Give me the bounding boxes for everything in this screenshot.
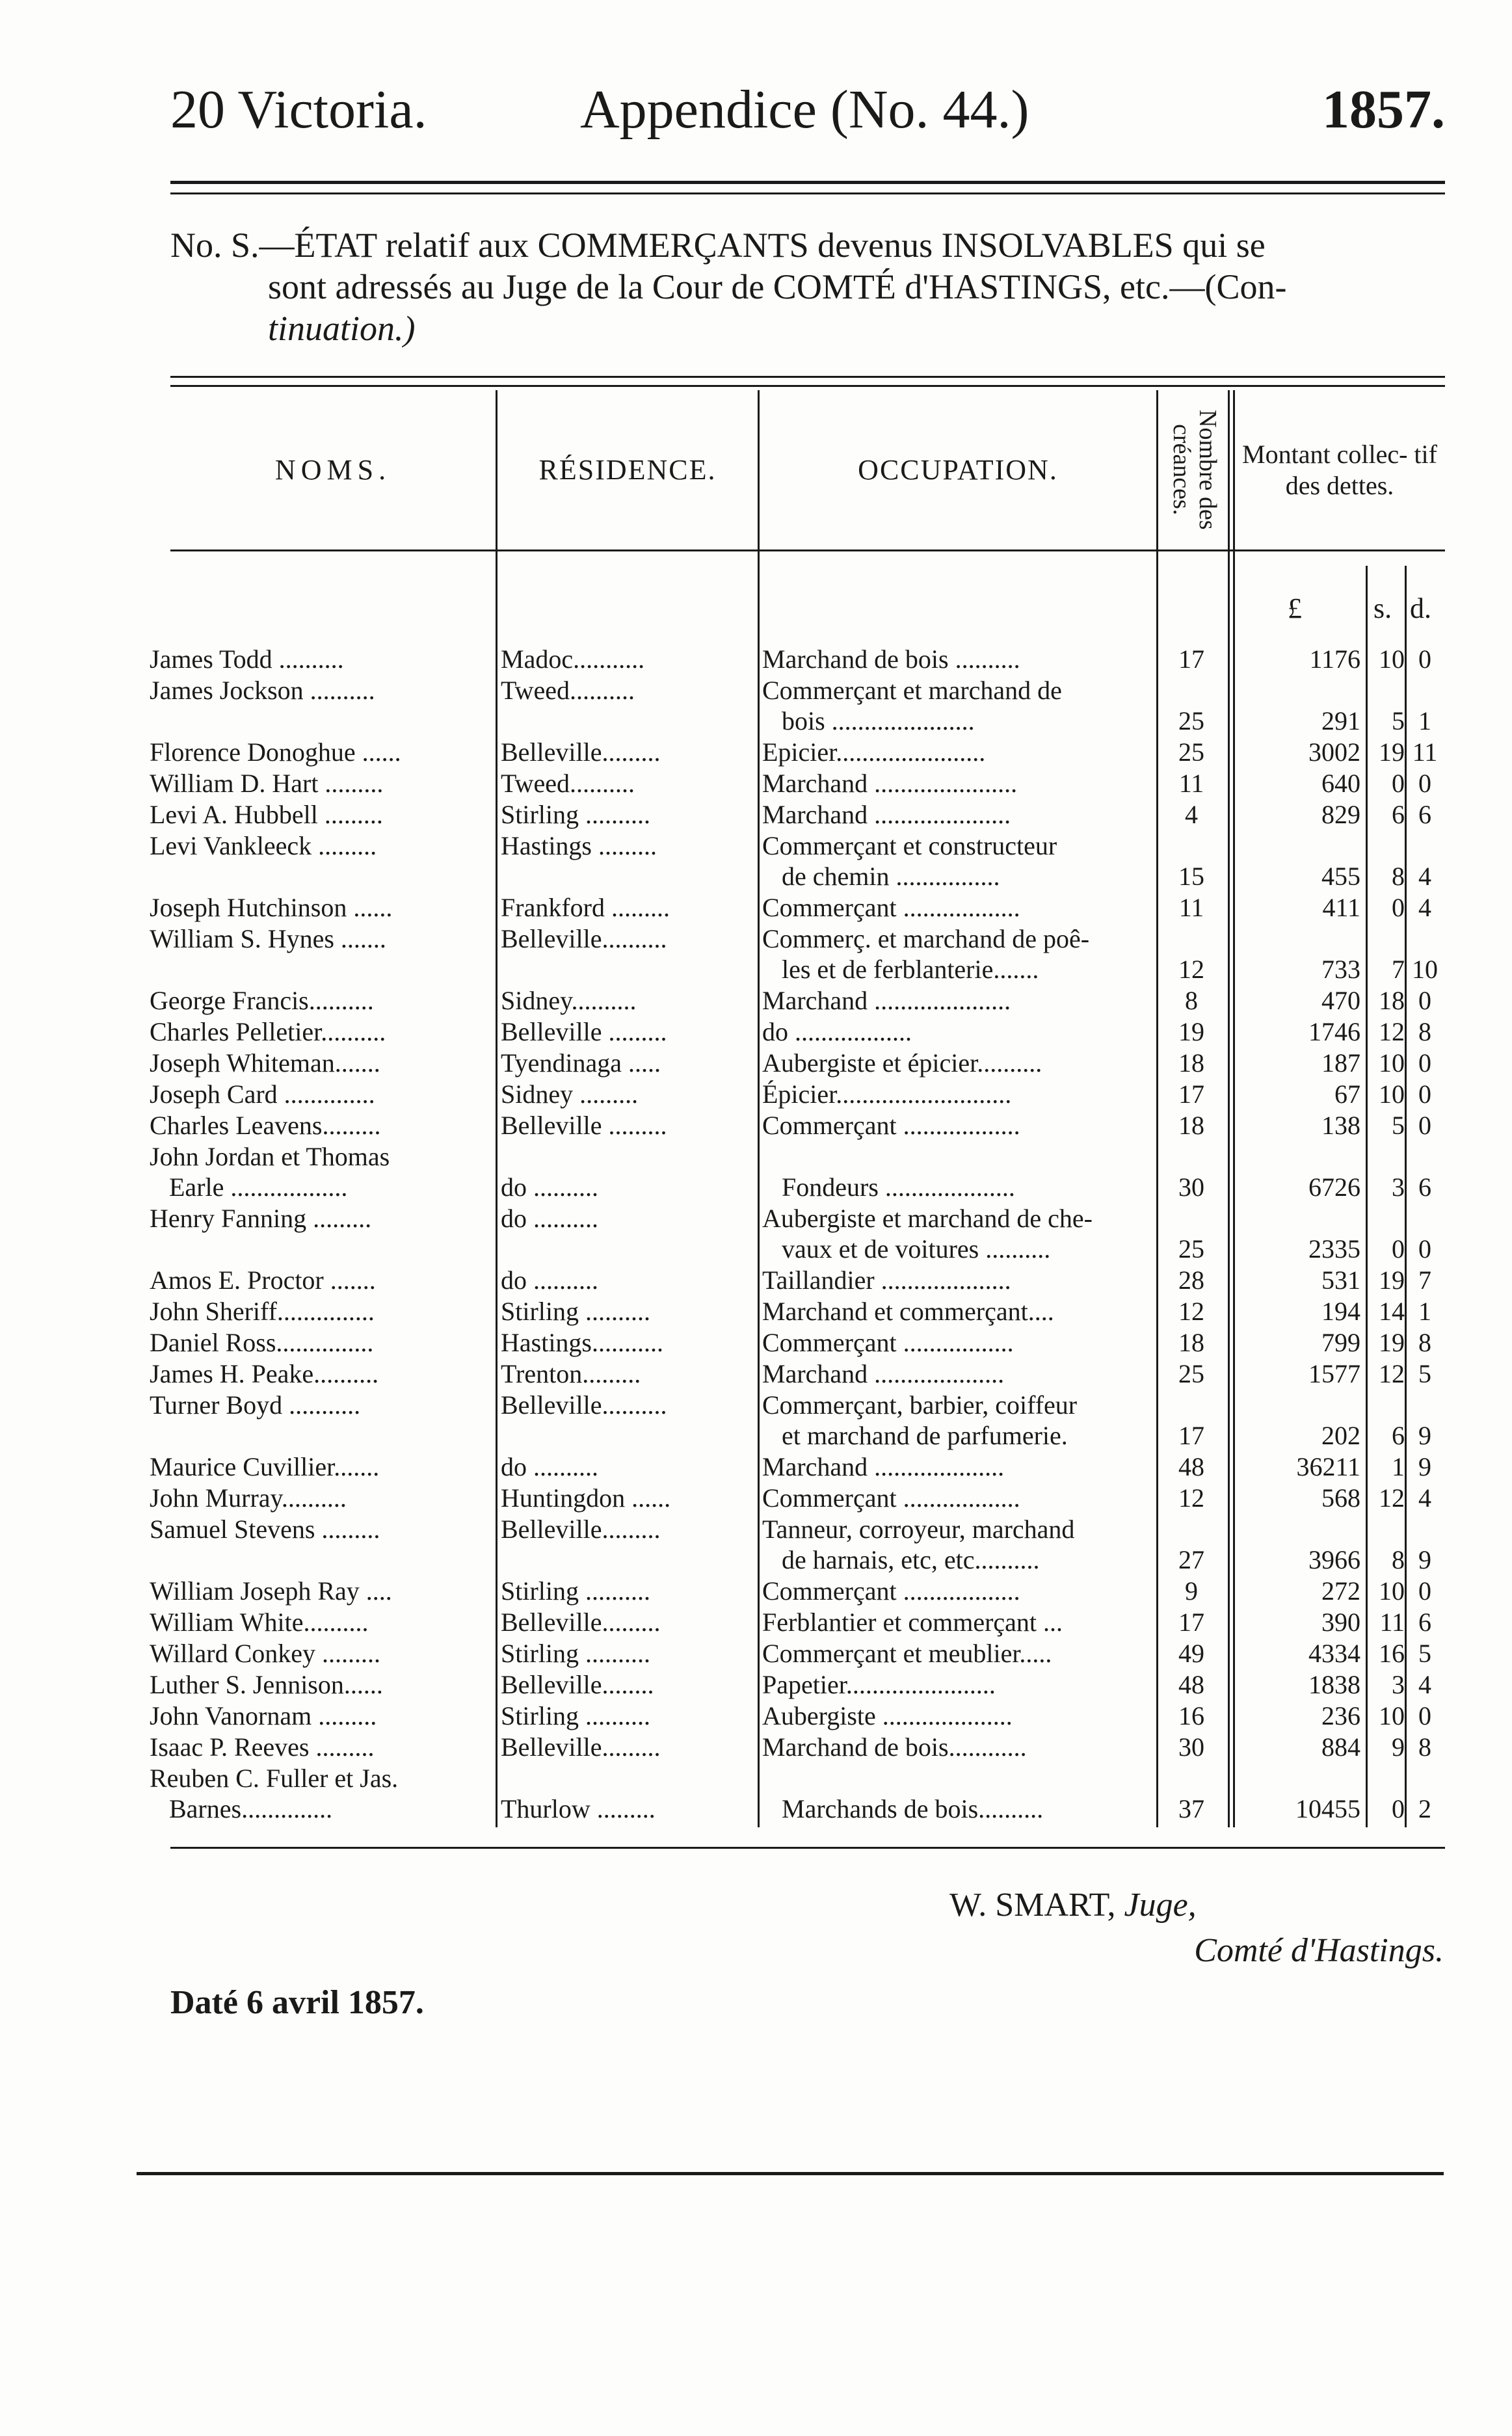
row-name: Henry Fanning ......... [150,1204,372,1233]
table-row [0,1576,1512,1606]
row-pence: 6 [1418,1172,1431,1202]
row-creances: 18 [1178,1328,1204,1357]
table-row [0,1265,1512,1295]
row-name: Florence Donoghue ...... [150,737,401,767]
row-creances: 18 [1178,1111,1204,1140]
row-name: John Sheriff............... [150,1297,375,1326]
row-creances: 49 [1178,1639,1204,1668]
row-pence: 9 [1418,1421,1431,1450]
table-row [0,985,1512,1016]
unit-pence: d. [1410,592,1431,624]
row-occupation: Aubergiste et marchand de che- [762,1204,1093,1233]
column-header-creances [1159,390,1230,549]
row-occupation: do .................. [762,1017,912,1046]
row-residence: Belleville......... [501,737,661,767]
row-pence: 6 [1418,1608,1431,1637]
column-header-montant: Montant collec- tif des dettes. [1242,439,1437,500]
table-row [0,1451,1512,1482]
row-pounds: 272 [1321,1576,1360,1606]
table-row [0,1390,1512,1451]
row-occupation: Commerçant .................. [762,1576,1020,1606]
row-residence: Stirling .......... [501,1701,651,1730]
row-creances: 11 [1178,769,1204,798]
document-date: Daté 6 avril 1857. [170,1984,424,2021]
row-pounds: 202 [1321,1421,1360,1450]
row-creances: 12 [1178,955,1204,984]
table-row [0,1141,1512,1202]
row-residence: Belleville ......... [501,1017,667,1046]
signature-name: W. SMART, [949,1887,1116,1924]
row-pence: 0 [1418,1048,1431,1078]
row-residence: Tyendinaga ..... [501,1048,661,1078]
row-pence: 8 [1418,1732,1431,1762]
row-shillings: 0 [1392,893,1405,922]
row-occupation: Taillandier .................... [762,1265,1011,1295]
row-name: George Francis.......... [150,986,374,1015]
row-shillings: 10 [1379,644,1405,674]
caption-line-1: No. S.—ÉTAT relatif aux COMMERÇANTS devenus INSOLVABLES qui se [170,226,1266,265]
row-shillings: 9 [1392,1732,1405,1762]
row-residence: Belleville......... [501,1732,661,1762]
row-occupation: Commerçant .................. [762,1111,1020,1140]
row-pounds: 67 [1334,1079,1360,1109]
row-pounds: 291 [1321,706,1360,735]
row-pounds: 1838 [1308,1670,1360,1699]
row-creances: 28 [1178,1265,1204,1295]
table-header-rule [170,549,1445,551]
table-row [0,1669,1512,1700]
row-pence: 6 [1418,800,1431,829]
row-residence: Belleville ......... [501,1111,667,1140]
row-shillings: 6 [1392,800,1405,829]
table-row [0,1203,1512,1264]
row-shillings: 3 [1392,1670,1405,1699]
row-residence: Belleville........ [501,1670,654,1699]
row-occupation: Marchand .................... [762,1452,1005,1481]
table-row [0,1483,1512,1513]
row-occupation: Marchand .................... [762,1359,1005,1388]
column-header-creances-text: Nombre des créances. [1168,410,1221,530]
row-name: Joseph Whiteman....... [150,1048,380,1078]
row-residence: Stirling .......... [501,1639,651,1668]
row-name: James H. Peake.......... [150,1359,379,1388]
row-name: Joseph Hutchinson ...... [150,893,393,922]
row-pence: 4 [1418,893,1431,922]
row-residence: Stirling .......... [501,1576,651,1606]
row-residence: Stirling .......... [501,1297,651,1326]
row-residence: do .......... [501,1452,598,1481]
row-occupation: Commerçant .................. [762,893,1020,922]
table-top-rule [170,376,1445,378]
row-creances: 17 [1178,644,1204,674]
row-occupation-cont: de harnais, etc, etc.......... [782,1545,1040,1574]
row-name: John Vanornam ......... [150,1701,377,1730]
row-shillings: 0 [1392,1794,1405,1823]
row-name: Maurice Cuvillier....... [150,1452,380,1481]
row-residence: Belleville......... [501,1515,661,1544]
header-session: 20 Victoria. [170,79,427,140]
row-pence: 7 [1418,1265,1431,1295]
row-occupation-cont: et marchand de parfumerie. [782,1421,1068,1450]
row-occupation: Marchand et commerçant.... [762,1297,1054,1326]
row-residence: Trenton......... [501,1359,641,1388]
row-pence: 0 [1418,986,1431,1015]
row-creances: 48 [1178,1452,1204,1481]
row-creances: 30 [1178,1172,1204,1202]
row-pence: 1 [1418,1297,1431,1326]
table-row [0,1358,1512,1389]
row-pounds: 390 [1321,1608,1360,1637]
row-creances: 11 [1178,893,1204,922]
row-creances: 27 [1178,1545,1204,1574]
row-pounds: 1746 [1308,1017,1360,1046]
row-occupation: Aubergiste et épicier.......... [762,1048,1042,1078]
row-residence: Tweed.......... [501,769,635,798]
row-name: John Jordan et Thomas [150,1142,390,1171]
row-residence: Frankford ......... [501,893,670,922]
row-residence: Stirling .......... [501,800,651,829]
row-residence: Huntingdon ...... [501,1483,671,1513]
table-row [0,1763,1512,1824]
row-occupation: Marchand de bois............ [762,1732,1027,1762]
row-occupation-cont: Marchands de bois.......... [782,1794,1044,1823]
row-residence: Sidney.......... [501,986,637,1015]
row-shillings: 10 [1379,1048,1405,1078]
row-pounds: 3966 [1308,1545,1360,1574]
row-pounds: 236 [1321,1701,1360,1730]
row-occupation: Commerçant ................. [762,1328,1014,1357]
header-year: 1857. [1322,79,1445,140]
row-shillings: 10 [1379,1701,1405,1730]
row-name: Charles Leavens......... [150,1111,381,1140]
row-shillings: 5 [1392,1111,1405,1140]
table-row [0,799,1512,830]
row-creances: 12 [1178,1297,1204,1326]
row-shillings: 12 [1379,1017,1405,1046]
table-row [0,1048,1512,1078]
row-occupation: Papetier....................... [762,1670,996,1699]
row-shillings: 8 [1392,862,1405,891]
row-creances: 25 [1178,706,1204,735]
unit-shillings: s. [1373,592,1392,624]
row-occupation: Commerç. et marchand de poê- [762,924,1090,953]
row-pounds: 733 [1321,955,1360,984]
row-shillings: 0 [1392,769,1405,798]
row-residence: Hastings ......... [501,831,657,860]
row-shillings: 10 [1379,1079,1405,1109]
row-pence: 8 [1418,1328,1431,1357]
row-pounds: 829 [1321,800,1360,829]
row-pounds: 640 [1321,769,1360,798]
table-row [0,1514,1512,1575]
row-pence: 9 [1418,1452,1431,1481]
row-residence: Madoc........... [501,644,645,674]
row-name: William Joseph Ray .... [150,1576,392,1606]
row-pounds: 6726 [1308,1172,1360,1202]
row-name: William D. Hart ......... [150,769,384,798]
row-creances: 30 [1178,1732,1204,1762]
row-shillings: 12 [1379,1359,1405,1388]
signature-title: Juge, [1124,1887,1197,1924]
row-shillings: 6 [1392,1421,1405,1450]
row-pence: 0 [1418,1701,1431,1730]
table-row [0,1296,1512,1327]
row-creances: 17 [1178,1608,1204,1637]
row-occupation: Commerçant et constructeur [762,831,1057,860]
row-name: James Jockson .......... [150,676,375,705]
row-pence: 1 [1418,706,1431,735]
row-residence: do .......... [501,1204,598,1233]
row-pence: 0 [1418,1111,1431,1140]
row-creances: 25 [1178,1359,1204,1388]
header-appendix: Appendice (No. 44.) [580,79,1029,140]
row-residence: Hastings........... [501,1328,663,1357]
row-name: William S. Hynes ....... [150,924,386,953]
row-creances: 25 [1178,737,1204,767]
row-creances: 15 [1178,862,1204,891]
table-top-rule-thin [170,385,1445,387]
row-occupation-cont: vaux et de voitures .......... [782,1234,1051,1264]
row-name: James Todd .......... [150,644,344,674]
row-residence: Sidney ......... [501,1079,639,1109]
row-pence: 4 [1418,1483,1431,1513]
row-pence: 9 [1418,1545,1431,1574]
row-pence: 0 [1418,1079,1431,1109]
table-row [0,1638,1512,1669]
row-shillings: 10 [1379,1576,1405,1606]
row-shillings: 12 [1379,1483,1405,1513]
row-pence: 8 [1418,1017,1431,1046]
row-pounds: 568 [1321,1483,1360,1513]
row-occupation-cont: bois ...................... [782,706,975,735]
row-occupation-cont: les et de ferblanterie....... [782,955,1039,984]
row-pounds: 187 [1321,1048,1360,1078]
row-occupation: Marchand ..................... [762,800,1011,829]
row-occupation: Marchand de bois .......... [762,644,1020,674]
row-pence: 0 [1418,1234,1431,1264]
row-creances: 19 [1178,1017,1204,1046]
row-residence-cont: Thurlow ......... [501,1794,656,1823]
row-pence: 2 [1418,1794,1431,1823]
row-shillings: 14 [1379,1297,1405,1326]
table-bottom-rule [170,1847,1445,1849]
row-name-cont: Barnes.............. [169,1794,333,1823]
column-header-occupation: OCCUPATION. [858,454,1058,486]
row-pounds: 10455 [1295,1794,1360,1823]
row-creances: 8 [1185,986,1198,1015]
footer-rule [137,2172,1444,2175]
row-occupation-cont: de chemin ................ [782,862,1000,891]
caption-line-3: tinuation.) [268,309,416,348]
column-header-residence: RÉSIDENCE. [538,454,717,486]
row-occupation: Épicier........................... [762,1079,1012,1109]
row-pounds: 138 [1321,1111,1360,1140]
row-shillings: 8 [1392,1545,1405,1574]
signature-county: Comté d'Hastings. [1194,1932,1444,1969]
row-pounds: 455 [1321,862,1360,891]
header-rule [170,181,1445,184]
row-pounds: 36211 [1296,1452,1360,1481]
row-pounds: 1176 [1309,644,1360,674]
row-shillings: 5 [1392,706,1405,735]
row-pounds: 531 [1321,1265,1360,1295]
row-pounds: 194 [1321,1297,1360,1326]
row-creances: 18 [1178,1048,1204,1078]
row-shillings: 1 [1392,1452,1405,1481]
row-pounds: 3002 [1308,737,1360,767]
signature-block [949,1883,1444,1974]
row-residence-cont: do .......... [501,1172,598,1202]
row-pounds: 411 [1322,893,1360,922]
row-pounds: 1577 [1308,1359,1360,1388]
row-occupation: Tanneur, corroyeur, marchand [762,1515,1075,1544]
row-creances: 12 [1178,1483,1204,1513]
row-name: Turner Boyd ........... [150,1390,361,1420]
row-pence: 5 [1418,1359,1431,1388]
row-pounds: 470 [1321,986,1360,1015]
table-row [0,830,1512,892]
row-pence: 0 [1418,1576,1431,1606]
row-pounds: 884 [1321,1732,1360,1762]
row-name: Charles Pelletier.......... [150,1017,386,1046]
row-pence: 11 [1412,737,1438,767]
table-row [0,675,1512,736]
row-shillings: 7 [1392,955,1405,984]
row-creances: 9 [1185,1576,1198,1606]
row-pounds: 4334 [1308,1639,1360,1668]
row-creances: 25 [1178,1234,1204,1264]
row-residence: Belleville......... [501,1608,661,1637]
row-name: Levi Vankleeck ......... [150,831,377,860]
table-row [0,737,1512,767]
row-occupation: Commerçant .................. [762,1483,1020,1513]
row-shillings: 0 [1392,1234,1405,1264]
row-creances: 48 [1178,1670,1204,1699]
row-occupation: Marchand ..................... [762,986,1011,1015]
row-residence: Tweed.......... [501,676,635,705]
caption-line-2: sont adressés au Juge de la Cour de COMTÉ d'HASTINGS, etc.—(Con- [268,267,1287,306]
row-occupation: Aubergiste .................... [762,1701,1013,1730]
row-occupation: Epicier....................... [762,737,986,767]
row-residence: Belleville.......... [501,1390,667,1420]
row-name: Daniel Ross............... [150,1328,374,1357]
running-header [170,78,1445,150]
table-row [0,1016,1512,1047]
row-shillings: 11 [1379,1608,1405,1637]
table-row [0,768,1512,799]
row-shillings: 16 [1379,1639,1405,1668]
row-name: Joseph Card .............. [150,1079,375,1109]
row-pence: 0 [1418,644,1431,674]
table-caption [170,224,1445,349]
row-residence: do .......... [501,1265,598,1295]
table-row [0,1607,1512,1637]
row-shillings: 19 [1379,737,1405,767]
header-rule-thin [170,192,1445,194]
table-row [0,1110,1512,1141]
row-residence: Belleville.......... [501,924,667,953]
row-pence: 4 [1418,862,1431,891]
table-row [0,1327,1512,1358]
row-pence: 4 [1418,1670,1431,1699]
row-shillings: 18 [1379,986,1405,1015]
row-name: Amos E. Proctor ....... [150,1265,376,1295]
row-creances: 17 [1178,1421,1204,1450]
row-pence: 5 [1418,1639,1431,1668]
table-row [0,892,1512,923]
row-occupation: Commerçant et meublier..... [762,1639,1052,1668]
row-name: Levi A. Hubbell ......... [150,800,383,829]
row-name: Luther S. Jennison...... [150,1670,383,1699]
row-shillings: 19 [1379,1328,1405,1357]
row-shillings: 3 [1392,1172,1405,1202]
row-pounds: 2335 [1308,1234,1360,1264]
row-name: Samuel Stevens ......... [150,1515,380,1544]
row-pence: 0 [1418,769,1431,798]
row-name: John Murray.......... [150,1483,347,1513]
unit-pounds: £ [1288,592,1302,624]
row-occupation: Commerçant et marchand de [762,676,1062,705]
table-row [0,1732,1512,1762]
row-pence: 10 [1412,955,1438,984]
table-row [0,1079,1512,1109]
row-occupation: Ferblantier et commerçant ... [762,1608,1063,1637]
row-name: William White.......... [150,1608,369,1637]
row-creances: 37 [1178,1794,1204,1823]
row-creances: 16 [1178,1701,1204,1730]
row-occupation: Marchand ...................... [762,769,1018,798]
table-row [0,644,1512,674]
row-shillings: 19 [1379,1265,1405,1295]
row-pounds: 799 [1321,1328,1360,1357]
table-row [0,923,1512,985]
row-creances: 17 [1178,1079,1204,1109]
row-name: Isaac P. Reeves ......... [150,1732,375,1762]
row-creances: 4 [1185,800,1198,829]
column-header-noms: NOMS. [274,454,391,486]
row-name: Reuben C. Fuller et Jas. [150,1764,399,1793]
row-name: Willard Conkey ......... [150,1639,380,1668]
row-name-cont: Earle .................. [169,1172,348,1202]
table-row [0,1701,1512,1731]
row-occupation: Commerçant, barbier, coiffeur [762,1390,1078,1420]
row-occupation-cont: Fondeurs .................... [782,1172,1015,1202]
